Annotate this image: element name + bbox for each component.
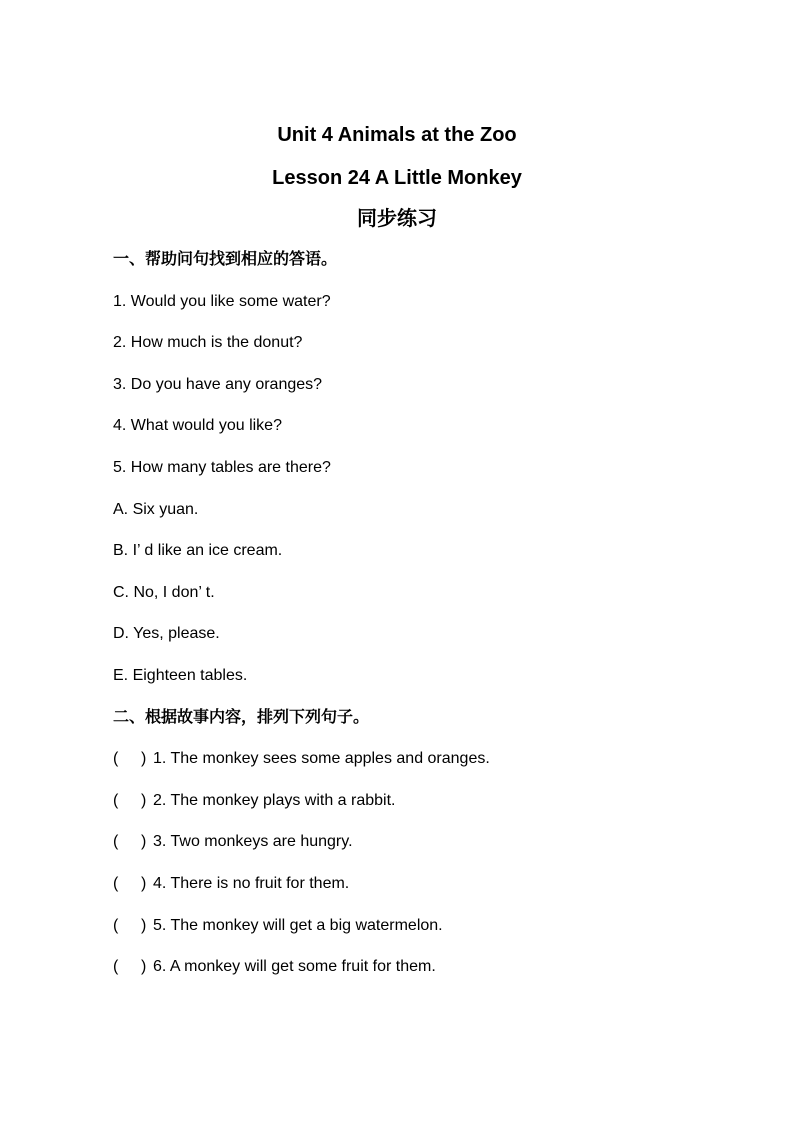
answer-blank[interactable]: ( ) bbox=[113, 958, 147, 975]
answer-a: A. Six yuan. bbox=[113, 501, 199, 518]
order-item-text: 3. Two monkeys are hungry. bbox=[153, 833, 353, 850]
answer-blank[interactable]: ( ) bbox=[113, 792, 147, 809]
order-item-6 bbox=[113, 957, 436, 977]
answer-d: D. Yes, please. bbox=[113, 625, 220, 642]
lesson-title: Lesson 24 A Little Monkey bbox=[272, 167, 522, 189]
answer-blank[interactable]: ( ) bbox=[113, 917, 147, 934]
exercise-subtitle: 同步练习 bbox=[357, 208, 437, 230]
order-item-5 bbox=[113, 916, 443, 936]
answer-c: C. No, I don’ t. bbox=[113, 584, 215, 601]
question-5: 5. How many tables are there? bbox=[113, 459, 331, 476]
question-1: 1. Would you like some water? bbox=[113, 293, 331, 310]
answer-b: B. I’ d like an ice cream. bbox=[113, 542, 283, 559]
order-item-text: 4. There is no fruit for them. bbox=[153, 875, 350, 892]
question-2: 2. How much is the donut? bbox=[113, 334, 303, 351]
order-item-1 bbox=[113, 749, 490, 769]
question-4: 4. What would you like? bbox=[113, 417, 282, 434]
order-item-text: 5. The monkey will get a big watermelon. bbox=[153, 917, 443, 934]
question-3: 3. Do you have any oranges? bbox=[113, 376, 323, 393]
order-item-3 bbox=[113, 832, 353, 852]
unit-title: Unit 4 Animals at the Zoo bbox=[277, 124, 517, 146]
answer-blank[interactable]: ( ) bbox=[113, 750, 147, 767]
order-item-text: 1. The monkey sees some apples and oranges. bbox=[153, 750, 490, 767]
answer-blank[interactable]: ( ) bbox=[113, 833, 147, 850]
order-item-2 bbox=[113, 791, 396, 811]
order-item-text: 6. A monkey will get some fruit for them. bbox=[153, 958, 436, 975]
answer-e: E. Eighteen tables. bbox=[113, 667, 248, 684]
section2-heading: 二、根据故事内容，排列下列句子。 bbox=[113, 709, 370, 726]
section1-heading: 一、帮助问句找到相应的答语。 bbox=[113, 251, 338, 268]
answer-blank[interactable]: ( ) bbox=[113, 875, 147, 892]
order-item-4 bbox=[113, 874, 349, 894]
order-item-text: 2. The monkey plays with a rabbit. bbox=[153, 792, 396, 809]
